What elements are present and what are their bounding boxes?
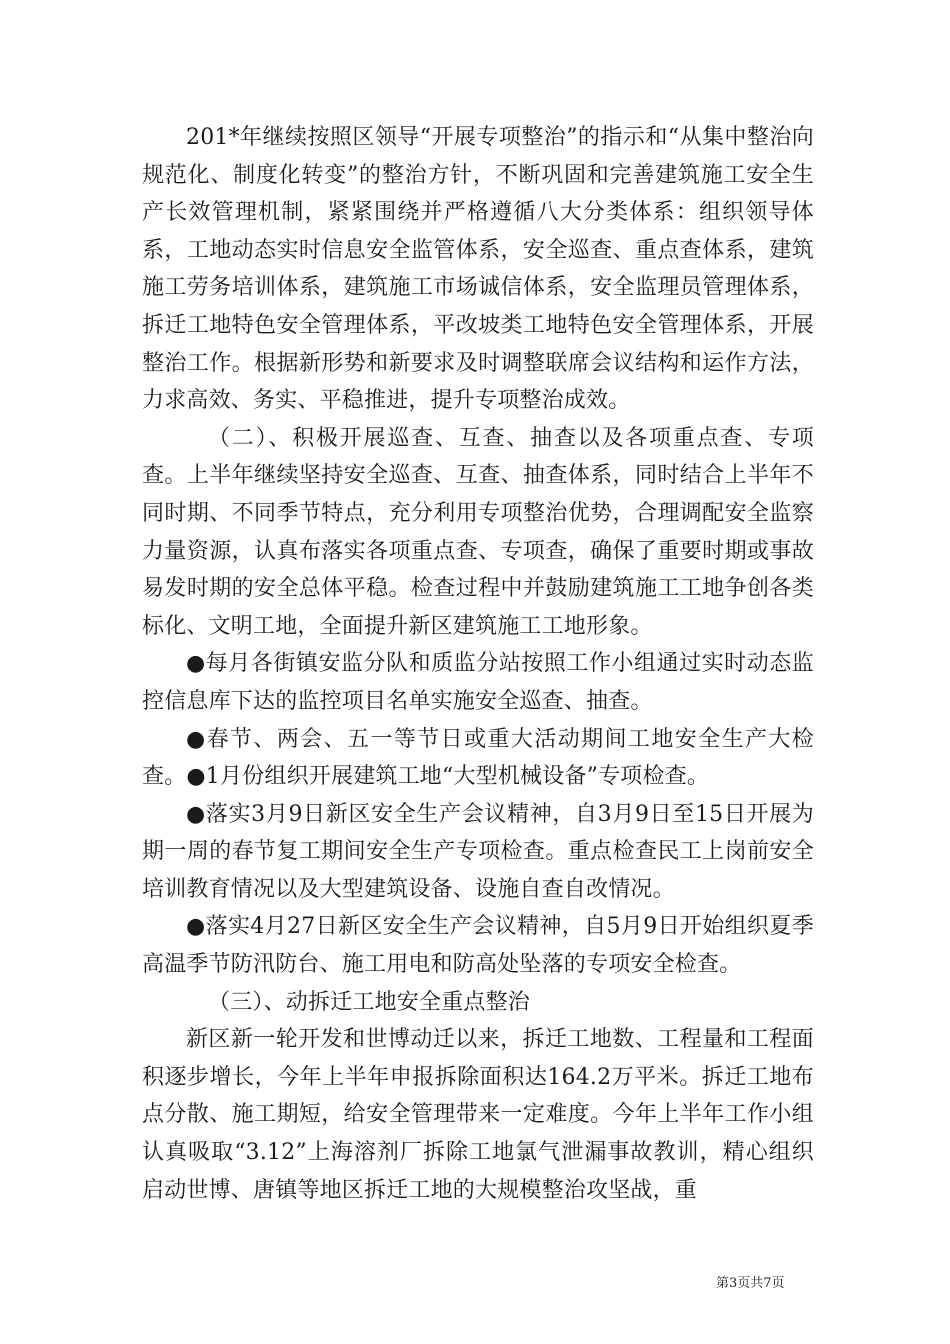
section-three-heading: （三）、动拆迁工地安全重点整治 — [208, 989, 531, 1015]
paragraph-demolition-sites: 新区新一轮开发和世博动迁以来，拆迁工地数、工程量和工程面积逐步增长，今年上半年申报拆除面积达164.2万平米。拆迁工地布点分散、施工期短，给安全管理带来一定难度。今年上半年工作小组认真吸取“3.12”上海溶剂厂拆除工地氯气泄漏事故教训，精心组织启动世博、唐镇等地区拆迁工地的大规模整治攻坚战，重 — [142, 1027, 814, 1203]
document-body — [142, 119, 814, 1209]
page-number-footer: 第3页共7页 — [716, 1276, 785, 1291]
bullet-monthly-patrol: ●每月各街镇安监分队和质监分站按照工作小组通过实时动态监控信息库下达的监控项目名单实施安全巡查、抽查。 — [142, 651, 814, 714]
paragraph-governance-framework: 201*年继续按照区领导“开展专项整治”的指示和“从集中整治向规范化、制度化转变”的整治方针，不断巩固和完善建筑施工安全生产长效管理机制，紧紧围绕并严格遵循八大分类体系：组织领导体系，工地动态实时信息安全监管体系，安全巡查、重点查体系，建筑施工劳务培训体系，建筑施工市场诚信体系，安全监理员管理体系，拆迁工地特色安全管理体系，平改坡类工地特色安全管理体系，开展整治工作。根据新形势和新要求及时调整联席会议结构和运作方法，力求高效、务实、平稳推进，提升专项整治成效。 — [142, 125, 814, 414]
bullet-march-inspection: ●落实3月9日新区安全生产会议精神，自3月9日至15日开展为期一周的春节复工期间安全生产专项检查。重点检查民工上岗前安全培训教育情况以及大型建筑设备、设施自查自改情况。 — [142, 801, 814, 902]
paragraph-section-two-inspections: （二）、积极开展巡查、互查、抽查以及各项重点查、专项查。上半年继续坚持安全巡查、互查、抽查体系，同时结合上半年不同时期、不同季节特点，充分利用专项整治优势，合理调配安全监察力量资源，认真布落实各项重点查、专项查，确保了重要时期或事故易发时期的安全总体平稳。检查过程中并鼓励建筑施工工地争创各类标化、文明工地，全面提升新区建筑施工工地形象。 — [142, 425, 814, 639]
bullet-summer-inspection: ●落实4月27日新区安全生产会议精神，自5月9日开始组织夏季高温季节防汛防台、施工用电和防高处坠落的专项安全检查。 — [142, 914, 814, 978]
bullet-holiday-inspection: ●春节、两会、五一等节日或重大活动期间工地安全生产大检查。●1月份组织开展建筑工地“大型机械设备”专项检查。 — [142, 726, 814, 790]
